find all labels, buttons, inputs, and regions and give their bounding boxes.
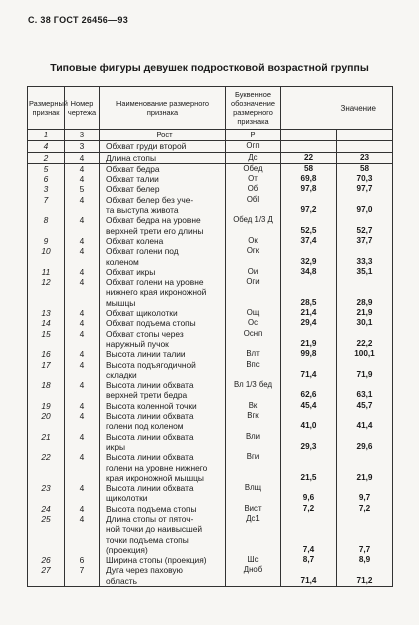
row-name-line: Обхват икры bbox=[106, 266, 156, 277]
row-number: 9 bbox=[28, 236, 65, 246]
table-row bbox=[28, 215, 393, 236]
row-value-23: 22,2 bbox=[337, 329, 393, 350]
table-row bbox=[28, 514, 393, 555]
row-value-22: 71,4 bbox=[281, 565, 337, 586]
row-name bbox=[100, 349, 226, 359]
row-name bbox=[100, 555, 226, 565]
row-number: 19 bbox=[28, 401, 65, 411]
row-name-line: Обхват голени под bbox=[106, 246, 179, 257]
col-symbol-header: Буквенное обозначение размерного признака bbox=[226, 87, 281, 130]
row-drawing-number: 4 bbox=[65, 380, 100, 401]
row-name bbox=[100, 152, 226, 163]
row-drawing-number: 4 bbox=[65, 308, 100, 318]
row-drawing-number: 4 bbox=[65, 401, 100, 411]
row-value-22: 97,2 bbox=[281, 195, 337, 216]
row-number: 21 bbox=[28, 432, 65, 453]
row-number: 10 bbox=[28, 246, 65, 267]
row-name bbox=[100, 432, 226, 453]
index-cell: Р bbox=[226, 130, 281, 141]
row-name-line: Обхват стопы через bbox=[106, 328, 184, 339]
row-value-22: 22 bbox=[281, 152, 337, 163]
row-name-line: Высота подъема стопы bbox=[106, 503, 197, 514]
row-number: 7 bbox=[28, 195, 65, 216]
row-name bbox=[100, 318, 226, 328]
row-symbol: Вист bbox=[226, 504, 281, 514]
row-name-line: ной точки до наивысшей bbox=[106, 524, 203, 535]
row-value-22: 21,5 bbox=[281, 452, 337, 483]
row-name-line: Обхват талии bbox=[106, 174, 159, 185]
row-value-23: 21,9 bbox=[337, 452, 393, 483]
table-row bbox=[28, 152, 393, 163]
row-value-22: 21,9 bbox=[281, 329, 337, 350]
row-value-22 bbox=[281, 141, 337, 152]
row-number: 27 bbox=[28, 565, 65, 586]
table-row bbox=[28, 236, 393, 246]
row-value-22: 34,8 bbox=[281, 267, 337, 277]
table-row bbox=[28, 267, 393, 277]
row-number: 23 bbox=[28, 483, 65, 504]
row-name-line: верхней трети бедра bbox=[106, 390, 188, 401]
row-name-line: щиколотки bbox=[106, 493, 148, 504]
row-value-22: 28,5 bbox=[281, 277, 337, 308]
table-row bbox=[28, 195, 393, 216]
row-number: 14 bbox=[28, 318, 65, 328]
table-row bbox=[28, 380, 393, 401]
row-drawing-number: 4 bbox=[65, 163, 100, 174]
row-name-line: Дуга через паховую bbox=[106, 565, 183, 576]
row-value-23: 97,7 bbox=[337, 184, 393, 194]
row-drawing-number: 4 bbox=[65, 329, 100, 350]
row-value-22: 9,6 bbox=[281, 483, 337, 504]
row-number: 16 bbox=[28, 349, 65, 359]
row-value-22: 52,5 bbox=[281, 215, 337, 236]
row-name bbox=[100, 565, 226, 586]
row-value-22: 69,8 bbox=[281, 174, 337, 184]
row-drawing-number: 4 bbox=[65, 360, 100, 381]
row-value-23: 23 bbox=[337, 152, 393, 163]
row-name-line: мышцы bbox=[106, 297, 136, 308]
row-name-line: Обхват бедра bbox=[106, 163, 160, 174]
row-number: 5 bbox=[28, 163, 65, 174]
row-drawing-number: 4 bbox=[65, 267, 100, 277]
row-value-22: 7,4 bbox=[281, 514, 337, 555]
row-value-22: 41,0 bbox=[281, 411, 337, 432]
row-value-22: 32,9 bbox=[281, 246, 337, 267]
row-number: 3 bbox=[28, 184, 65, 194]
row-value-23: 41,4 bbox=[337, 411, 393, 432]
row-name bbox=[100, 308, 226, 318]
row-value-22: 45,4 bbox=[281, 401, 337, 411]
row-name-line: голени на уровне нижнего bbox=[106, 462, 208, 473]
row-value-23: 21,9 bbox=[337, 308, 393, 318]
row-symbol: Дс bbox=[226, 152, 281, 163]
row-value-22: 8,7 bbox=[281, 555, 337, 565]
col-name-header: Наименование размерного признака bbox=[100, 87, 226, 130]
row-value-22: 99,8 bbox=[281, 349, 337, 359]
table-row bbox=[28, 329, 393, 350]
row-name-line: Ширина стопы (проекция) bbox=[106, 555, 207, 566]
index-cell bbox=[281, 130, 337, 141]
dimension-table bbox=[27, 86, 393, 587]
row-symbol: Оги bbox=[226, 277, 281, 308]
row-number: 13 bbox=[28, 308, 65, 318]
row-name bbox=[100, 163, 226, 174]
row-value-23: 100,1 bbox=[337, 349, 393, 359]
row-drawing-number: 4 bbox=[65, 504, 100, 514]
row-symbol: Вгк bbox=[226, 411, 281, 432]
table-row bbox=[28, 163, 393, 174]
row-symbol: Об bbox=[226, 184, 281, 194]
row-value-22: 97,8 bbox=[281, 184, 337, 194]
row-number: 12 bbox=[28, 277, 65, 308]
table-row bbox=[28, 360, 393, 381]
row-drawing-number: 4 bbox=[65, 514, 100, 555]
row-symbol: Обед bbox=[226, 163, 281, 174]
table-row bbox=[28, 246, 393, 267]
row-number: 8 bbox=[28, 215, 65, 236]
row-symbol: Дноб bbox=[226, 565, 281, 586]
row-value-23: 52,7 bbox=[337, 215, 393, 236]
table-row bbox=[28, 483, 393, 504]
row-name-line: Длина стопы от пяточ- bbox=[106, 513, 194, 524]
row-name-line: Высота линии обхвата bbox=[106, 483, 194, 494]
table-row bbox=[28, 308, 393, 318]
row-name bbox=[100, 184, 226, 194]
row-symbol: Огп bbox=[226, 141, 281, 152]
row-name bbox=[100, 452, 226, 483]
row-drawing-number: 7 bbox=[65, 565, 100, 586]
row-symbol: Обед 1/3 Д bbox=[226, 215, 281, 236]
table-row bbox=[28, 565, 393, 586]
row-drawing-number: 4 bbox=[65, 215, 100, 236]
row-number: 24 bbox=[28, 504, 65, 514]
table-row bbox=[28, 349, 393, 359]
row-name-line: Высота линии обхвата bbox=[106, 452, 194, 463]
row-symbol: Дс1 bbox=[226, 514, 281, 555]
row-symbol: Впс bbox=[226, 360, 281, 381]
row-symbol: От bbox=[226, 174, 281, 184]
row-symbol: Вги bbox=[226, 452, 281, 483]
row-drawing-number: 4 bbox=[65, 246, 100, 267]
table-row bbox=[28, 401, 393, 411]
row-name-line: наружный пучок bbox=[106, 338, 169, 349]
row-name-line: Обхват белер bbox=[106, 184, 160, 195]
row-name-line: Обхват подъема стопы bbox=[106, 318, 196, 329]
row-name-line: Обхват голени на уровне bbox=[106, 277, 204, 288]
table-row bbox=[28, 411, 393, 432]
row-symbol: Шс bbox=[226, 555, 281, 565]
row-value-22: 62,6 bbox=[281, 380, 337, 401]
col-count-header: Номер чертежа bbox=[65, 87, 100, 130]
row-name bbox=[100, 141, 226, 152]
row-name bbox=[100, 174, 226, 184]
row-value-23: 7,7 bbox=[337, 514, 393, 555]
row-value-23: 35,1 bbox=[337, 267, 393, 277]
row-name bbox=[100, 215, 226, 236]
col-values-header: Значение bbox=[281, 87, 393, 130]
row-name-line: Длина стопы bbox=[106, 152, 156, 163]
index-cell bbox=[337, 130, 393, 141]
row-name-line: Обхват белер без уче- bbox=[106, 194, 194, 205]
row-drawing-number: 4 bbox=[65, 483, 100, 504]
row-name bbox=[100, 195, 226, 216]
table-header-row bbox=[28, 87, 393, 130]
row-value-22: 21,4 bbox=[281, 308, 337, 318]
row-name bbox=[100, 401, 226, 411]
row-symbol: Ои bbox=[226, 267, 281, 277]
row-value-23: 71,9 bbox=[337, 360, 393, 381]
row-name bbox=[100, 236, 226, 246]
row-name-line: икры bbox=[106, 441, 126, 452]
row-value-23: 37,7 bbox=[337, 236, 393, 246]
row-name bbox=[100, 514, 226, 555]
row-value-23: 28,9 bbox=[337, 277, 393, 308]
row-name bbox=[100, 267, 226, 277]
row-value-22: 29,3 bbox=[281, 432, 337, 453]
row-name-line: Обхват бедра на уровне bbox=[106, 215, 201, 226]
row-drawing-number: 4 bbox=[65, 411, 100, 432]
row-value-22: 7,2 bbox=[281, 504, 337, 514]
row-name-line: Высота линии обхвата bbox=[106, 380, 194, 391]
row-name-line: область bbox=[106, 575, 138, 586]
row-symbol: Вл 1/3 бед bbox=[226, 380, 281, 401]
row-symbol: Влт bbox=[226, 349, 281, 359]
row-name-line: Высота подъягодичной bbox=[106, 359, 196, 370]
row-name-line: точки подъема стопы bbox=[106, 534, 189, 545]
row-value-23: 7,2 bbox=[337, 504, 393, 514]
row-number: 2 bbox=[28, 152, 65, 163]
col-num-header: Размерный признак bbox=[28, 87, 65, 130]
table-row bbox=[28, 555, 393, 565]
table-row bbox=[28, 504, 393, 514]
row-value-23 bbox=[337, 141, 393, 152]
row-drawing-number: 6 bbox=[65, 555, 100, 565]
row-name-line: коленом bbox=[106, 256, 139, 267]
row-name bbox=[100, 504, 226, 514]
row-name-line: Высота линии обхвата bbox=[106, 411, 194, 422]
row-number: 6 bbox=[28, 174, 65, 184]
row-drawing-number: 4 bbox=[65, 174, 100, 184]
row-name-line: (проекция) bbox=[106, 544, 148, 555]
row-symbol: Ос bbox=[226, 318, 281, 328]
row-drawing-number: 3 bbox=[65, 141, 100, 152]
row-name bbox=[100, 277, 226, 308]
row-name-line: Высота коленной точки bbox=[106, 400, 197, 411]
row-number: 11 bbox=[28, 267, 65, 277]
table-row bbox=[28, 318, 393, 328]
row-number: 22 bbox=[28, 452, 65, 483]
row-drawing-number: 4 bbox=[65, 318, 100, 328]
row-symbol: Обl bbox=[226, 195, 281, 216]
row-name bbox=[100, 246, 226, 267]
row-symbol: Огк bbox=[226, 246, 281, 267]
row-name-line: Высота линии обхвата bbox=[106, 431, 194, 442]
row-name-line: нижнего края икроножной bbox=[106, 287, 207, 298]
row-number: 17 bbox=[28, 360, 65, 381]
row-name-line: края икроножной мышцы bbox=[106, 472, 204, 483]
row-value-23: 70,3 bbox=[337, 174, 393, 184]
row-name-line: Обхват колена bbox=[106, 235, 164, 246]
row-drawing-number: 4 bbox=[65, 236, 100, 246]
row-value-23: 8,9 bbox=[337, 555, 393, 565]
row-number: 4 bbox=[28, 141, 65, 152]
row-drawing-number: 4 bbox=[65, 152, 100, 163]
row-value-22: 71,4 bbox=[281, 360, 337, 381]
row-value-22: 29,4 bbox=[281, 318, 337, 328]
table-row bbox=[28, 277, 393, 308]
row-name-line: Обхват щиколотки bbox=[106, 308, 178, 319]
table-body bbox=[28, 130, 393, 587]
row-name-line: голени под коленом bbox=[106, 421, 184, 432]
row-symbol: Вли bbox=[226, 432, 281, 453]
row-name-line: складки bbox=[106, 369, 137, 380]
table-row bbox=[28, 174, 393, 184]
page-header: С. 38 ГОСТ 26456—93 bbox=[28, 15, 129, 25]
index-cell: 1 bbox=[28, 130, 65, 141]
table-title: Типовые фигуры девушек подростковой возрастной группы bbox=[50, 62, 369, 74]
row-symbol: Вк bbox=[226, 401, 281, 411]
row-number: 18 bbox=[28, 380, 65, 401]
table-row bbox=[28, 141, 393, 152]
row-name-line: верхней трети его длины bbox=[106, 225, 204, 236]
table-row bbox=[28, 184, 393, 194]
row-value-23: 71,2 bbox=[337, 565, 393, 586]
row-value-23: 63,1 bbox=[337, 380, 393, 401]
row-drawing-number: 5 bbox=[65, 184, 100, 194]
row-name bbox=[100, 329, 226, 350]
row-name bbox=[100, 360, 226, 381]
table-row bbox=[28, 452, 393, 483]
index-cell: Рост bbox=[100, 130, 226, 141]
row-value-22: 58 bbox=[281, 163, 337, 174]
row-value-23: 33,3 bbox=[337, 246, 393, 267]
row-value-23: 9,7 bbox=[337, 483, 393, 504]
table-row bbox=[28, 432, 393, 453]
row-value-22: 37,4 bbox=[281, 236, 337, 246]
row-value-23: 58 bbox=[337, 163, 393, 174]
row-drawing-number: 4 bbox=[65, 277, 100, 308]
index-cell: 3 bbox=[65, 130, 100, 141]
row-number: 15 bbox=[28, 329, 65, 350]
row-name bbox=[100, 380, 226, 401]
row-name-line: та выступа живота bbox=[106, 205, 179, 216]
row-name bbox=[100, 411, 226, 432]
row-symbol: Ок bbox=[226, 236, 281, 246]
row-drawing-number: 4 bbox=[65, 195, 100, 216]
index-row bbox=[28, 130, 393, 141]
row-symbol: Ощ bbox=[226, 308, 281, 318]
row-number: 26 bbox=[28, 555, 65, 565]
row-symbol: Оснп bbox=[226, 329, 281, 350]
row-value-23: 45,7 bbox=[337, 401, 393, 411]
row-symbol: Влщ bbox=[226, 483, 281, 504]
row-name-line: Обхват груди второй bbox=[106, 141, 187, 152]
row-value-23: 30,1 bbox=[337, 318, 393, 328]
row-drawing-number: 4 bbox=[65, 452, 100, 483]
row-name bbox=[100, 483, 226, 504]
row-name-line: Высота линии талии bbox=[106, 349, 186, 360]
row-value-23: 29,6 bbox=[337, 432, 393, 453]
row-drawing-number: 4 bbox=[65, 432, 100, 453]
row-number: 25 bbox=[28, 514, 65, 555]
row-number: 20 bbox=[28, 411, 65, 432]
row-value-23: 97,0 bbox=[337, 195, 393, 216]
row-drawing-number: 4 bbox=[65, 349, 100, 359]
